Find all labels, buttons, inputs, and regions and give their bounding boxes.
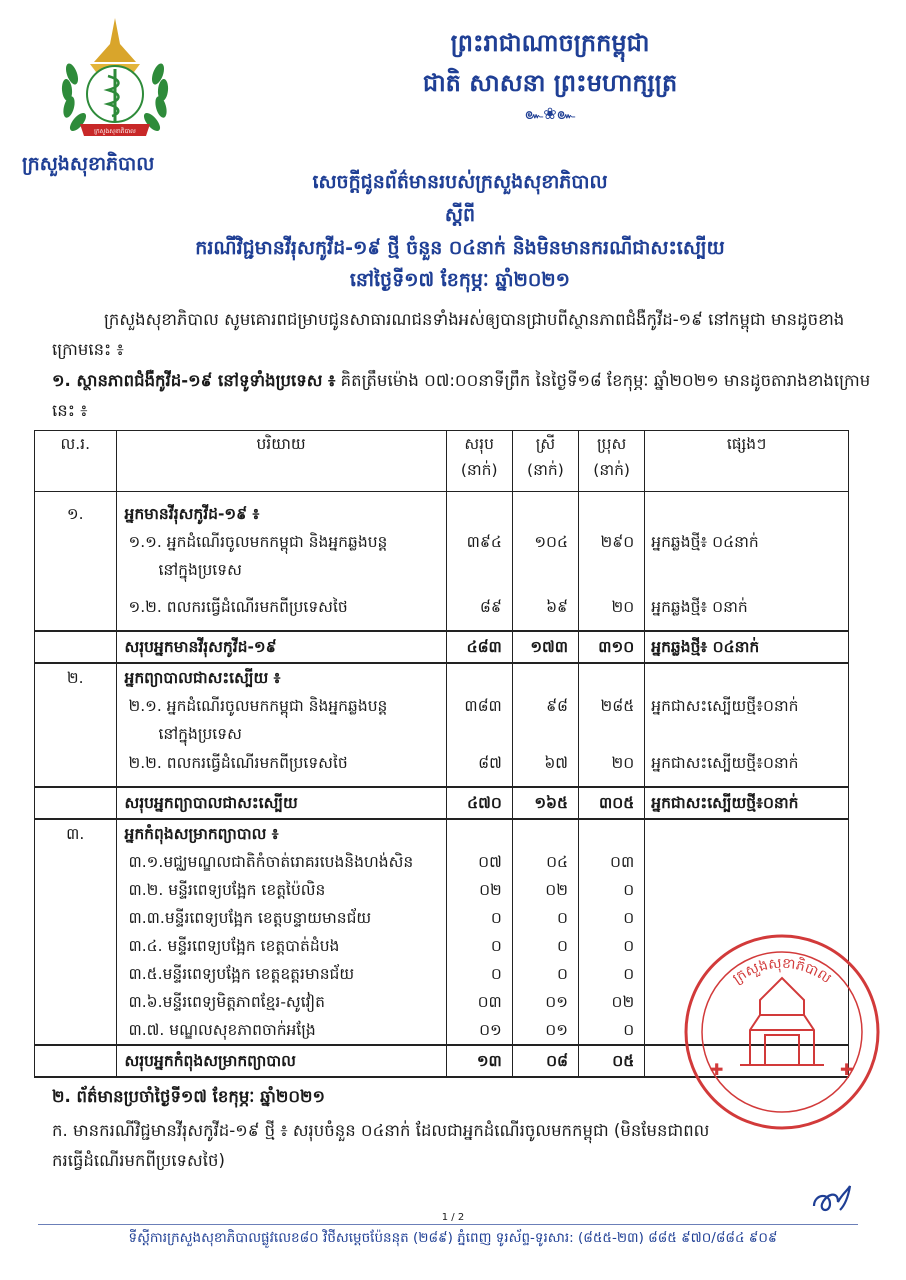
total-1-total: ៤៨៣ (446, 631, 512, 663)
document-subject: ករណីវិជ្ជមានវីរុសកូវីដ-១៩ ថ្មី ចំនួន ០៤នាក់ និងមិនមានករណីជាសះស្បើយ (195, 237, 725, 259)
group-3-totals (446, 819, 512, 1045)
row-3-5-male: ០ (623, 965, 635, 983)
row-3-2-female: ០២ (545, 881, 569, 899)
total-1-male: ៣១០ (579, 631, 645, 663)
section-2-line-1: ក. មានករណីវិជ្ជមានវីរុសកូវីដ-១៩ ថ្មី ៖ សរុបចំនួន ០៤នាក់ ដែលជាអ្នកដំណើរចូលមកកម្ពុជា (មិនមែនជាពល (52, 1121, 710, 1140)
row-2-1-female: ៩៨ (546, 697, 569, 715)
group-1-male (579, 492, 645, 632)
group-2-number: ២. (35, 663, 117, 787)
row-3-4-desc: ៣.៤. មន្ទីរពេទ្យបង្អែក ខេត្តបាត់ដំបង (128, 937, 340, 955)
ministry-logo (50, 14, 180, 146)
row-3-4-total: ០ (490, 937, 502, 955)
seal-text: ក្រសួងសុខាភិបាល (729, 955, 834, 988)
group-2-female (512, 663, 578, 787)
row-3-5-female: ០ (557, 965, 569, 983)
col-header-no: ល.រ. (35, 431, 117, 492)
row-3-5-total: ០ (490, 965, 502, 983)
row-1-2-total: ៨៩ (479, 598, 502, 616)
row-2-2-note: អ្នកជាសះស្បើយថ្មី៖០នាក់ (651, 754, 799, 772)
section-1-heading: ១. ស្ថានភាពជំងឺកូវីដ-១៩ នៅទូទាំងប្រទេស ៖ (52, 371, 336, 390)
row-1-1-male: ២៩០ (600, 533, 635, 551)
row-3-2-total: ០២ (479, 881, 502, 899)
table-row-total-2 (35, 787, 849, 819)
col-header-total (446, 431, 512, 492)
group-1-description (116, 492, 446, 632)
total-3-female: ០៨ (512, 1045, 578, 1077)
col-header-female-unit: (នាក់) (527, 461, 564, 479)
row-3-7-male: ០ (623, 1021, 635, 1039)
row-1-2-desc: ១.២. ពលករធ្វើដំណើរមកពីប្រទេសថៃ (128, 598, 348, 616)
total-3-desc: សរុបអ្នកកំពុងសម្រាកព្យាបាល (116, 1045, 446, 1077)
total-2-total: ៤៧០ (446, 787, 512, 819)
total-2-female: ១៦៥ (512, 787, 578, 819)
row-3-4-female: ០ (557, 937, 569, 955)
document-date: នៅថ្ងៃទី១៧ ខែកុម្ភៈ ឆ្នាំ២០២១ (349, 269, 571, 291)
table-header-row (35, 431, 849, 492)
row-3-7-female: ០១ (545, 1021, 569, 1039)
total-2-note: អ្នកជាសះស្បើយថ្មី៖០នាក់ (645, 787, 849, 819)
col-header-description: បរិយាយ (116, 431, 446, 492)
group-2-notes (645, 663, 849, 787)
row-1-2-female: ៦៩ (546, 598, 569, 616)
group-2-male (579, 663, 645, 787)
row-3-6-male: ០២ (611, 993, 635, 1011)
logo-ribbon-text: ក្រសួងសុខាភិបាល (94, 128, 136, 135)
svg-text:✚: ✚ (710, 1060, 724, 1079)
group-3-male (579, 819, 645, 1045)
section-2-heading: ២. ព័ត៌មានប្រចាំថ្ងៃទី១៧ ខែកុម្ភៈ ឆ្នាំ២០២១ (52, 1087, 325, 1106)
row-3-1-male: ០៣ (610, 853, 635, 871)
section-1-paragraph (52, 366, 872, 426)
col-header-female (512, 431, 578, 492)
row-2-2-female: ៦៧ (544, 754, 569, 772)
group-1-totals (446, 492, 512, 632)
document-title: សេចក្តីជូនព័ត៌មានរបស់ក្រសួងសុខាភិបាល (312, 171, 608, 193)
row-3-2-male: ០ (623, 881, 635, 899)
group-1-title: អ្នកមានវីរុសកូវីដ-១៩ ៖ (124, 505, 260, 523)
row-2-1-total: ៣៨៣ (464, 697, 502, 715)
row-3-2-desc: ៣.២. មន្ទីរពេទ្យបង្អែក ខេត្តប៉ៃលិន (128, 881, 326, 899)
section-1-text: គិតត្រឹមម៉ោង ០៧:០០នាទីព្រឹក នៃថ្ងៃទី១៨ ខែកុម្ភៈ ឆ្នាំ២០២១ មានដូចតារាងខាងក្រោមនេះ ៖ (52, 371, 871, 420)
document-title-about: ស្តីពី (444, 204, 476, 226)
row-3-3-desc: ៣.៣.មន្ទីរពេទ្យបង្អែក ខេត្តបន្ទាយមានជ័យ (128, 909, 372, 927)
group-3-number: ៣. (35, 819, 117, 1045)
row-1-1-female: ១០៤ (534, 533, 569, 551)
row-1-1-desc: ១.១. អ្នកដំណើរចូលមកកម្ពុជា និងអ្នកឆ្លងបន្ត (128, 533, 388, 551)
row-3-1-desc: ៣.១.មជ្ឈមណ្ឌលជាតិកំចាត់រោគរបេងនិងហង់សិន (128, 853, 414, 871)
group-3-title: អ្នកកំពុងសម្រាកព្យាបាល ៖ (124, 825, 279, 843)
row-3-6-desc: ៣.៦.មន្ទីរពេទ្យមិត្តភាពខ្មែរ-សូវៀត (128, 993, 325, 1011)
ornament: ๛❀๛ (524, 104, 576, 123)
col-header-total-label: សរុប (464, 435, 494, 453)
row-1-2-male: ២០ (611, 598, 635, 616)
row-3-1-female: ០៤ (546, 853, 569, 871)
row-1-1-desc-cont: នៅក្នុងប្រទេស (158, 561, 242, 579)
col-header-other: ផ្សេងៗ (645, 431, 849, 492)
row-3-4-male: ០ (623, 937, 635, 955)
group-1-number: ១. (35, 492, 117, 632)
total-2-desc: សរុបអ្នកព្យាបាលជាសះស្បើយ (116, 787, 446, 819)
total-2-male: ៣០៥ (579, 787, 645, 819)
row-1-2-note: អ្នកឆ្លងថ្មី៖ ០នាក់ (651, 598, 748, 616)
row-3-6-female: ០១ (545, 993, 569, 1011)
col-header-total-unit: (នាក់) (460, 461, 498, 479)
group-2-description (116, 663, 446, 787)
total-1-female: ១៧៣ (512, 631, 578, 663)
row-1-1-total: ៣៩៤ (466, 533, 502, 551)
table-row-group-2 (35, 663, 849, 787)
row-2-1-male: ២៨៥ (600, 697, 635, 715)
row-2-1-desc-cont: នៅក្នុងប្រទេស (158, 725, 242, 743)
row-2-1-desc: ២.១. អ្នកដំណើរចូលមកកម្ពុជា និងអ្នកឆ្លងបន្ត (128, 697, 388, 715)
group-1-notes (645, 492, 849, 632)
row-3-7-desc: ៣.៧. មណ្ឌលសុខភាពចាក់អង្រែ (128, 1021, 316, 1039)
footer-divider (38, 1224, 858, 1225)
row-3-3-total: ០ (490, 909, 502, 927)
row-3-3-female: ០ (557, 909, 569, 927)
footer-address: ទីស្តីការក្រសួងសុខាភិបាលផ្លូវលេខ៨០ វិថីសម្តេចប៉ែននុត (២៨៩) ភ្នំពេញ ទូរស័ព្ទ-ទូរសារ: (៨៥៥-២៣) ៨៨៥ ៩៧០/៨៨៤ ៩០៩ (128, 1230, 778, 1246)
total-3-male: ០៥ (579, 1045, 645, 1077)
total-1-desc: សរុបអ្នកមានវីរុសកូវីដ-១៩ (116, 631, 446, 663)
page-number: 1 / 2 (441, 1212, 465, 1223)
table-row-total-1 (35, 631, 849, 663)
row-3-5-desc: ៣.៥.មន្ទីរពេទ្យបង្អែក ខេត្តឧត្តរមានជ័យ (128, 965, 355, 983)
svg-text:✚: ✚ (840, 1060, 854, 1079)
col-header-male-unit: (នាក់) (593, 461, 630, 479)
ministry-name: ក្រសួងសុខាភិបាល (22, 153, 155, 175)
group-3-description (116, 819, 446, 1045)
group-2-totals (446, 663, 512, 787)
group-1-female (512, 492, 578, 632)
row-2-2-male: ២០ (611, 754, 635, 772)
row-2-2-desc: ២.២. ពលករធ្វើដំណើរមកពីប្រទេសថៃ (128, 754, 348, 772)
row-3-7-total: ០១ (479, 1021, 502, 1039)
national-motto: ជាតិ សាសនា ព្រះមហាក្សត្រ (422, 69, 678, 97)
intro-paragraph: ក្រសួងសុខាភិបាល សូមគោរពជម្រាបជូនសាធារណជនទាំងអស់ឲ្យបានជ្រាបពីស្ថានភាពជំងឺកូវីដ-១៩ នៅកម្ពុជា មានដូចខាងក្រោមនេះ ៖ (52, 310, 845, 359)
row-3-3-male: ០ (623, 909, 635, 927)
total-1-note: អ្នកឆ្លងថ្មី៖ ០៤នាក់ (645, 631, 849, 663)
col-header-male (579, 431, 645, 492)
row-2-1-note: អ្នកជាសះស្បើយថ្មី៖០នាក់ (651, 697, 799, 715)
kingdom-heading: ព្រះរាជាណាចក្រកម្ពុជា (450, 29, 650, 57)
col-header-female-label: ស្រី (535, 435, 556, 453)
row-3-6-total: ០៣ (477, 993, 502, 1011)
section-2-line-2: ករធ្វើដំណើរមកពីប្រទេសថៃ) (52, 1151, 225, 1170)
table-row-group-1 (35, 492, 849, 632)
row-2-2-total: ៨៧ (478, 754, 502, 772)
row-1-1-note: អ្នកឆ្លងថ្មី៖ ០៤នាក់ (651, 533, 759, 551)
col-header-male-label: ប្រុស (597, 435, 627, 453)
group-3-female (512, 819, 578, 1045)
group-2-title: អ្នកព្យាបាលជាសះស្បើយ ៖ (124, 669, 281, 687)
total-3-total: ១៣ (446, 1045, 512, 1077)
row-3-1-total: ០៧ (478, 853, 502, 871)
